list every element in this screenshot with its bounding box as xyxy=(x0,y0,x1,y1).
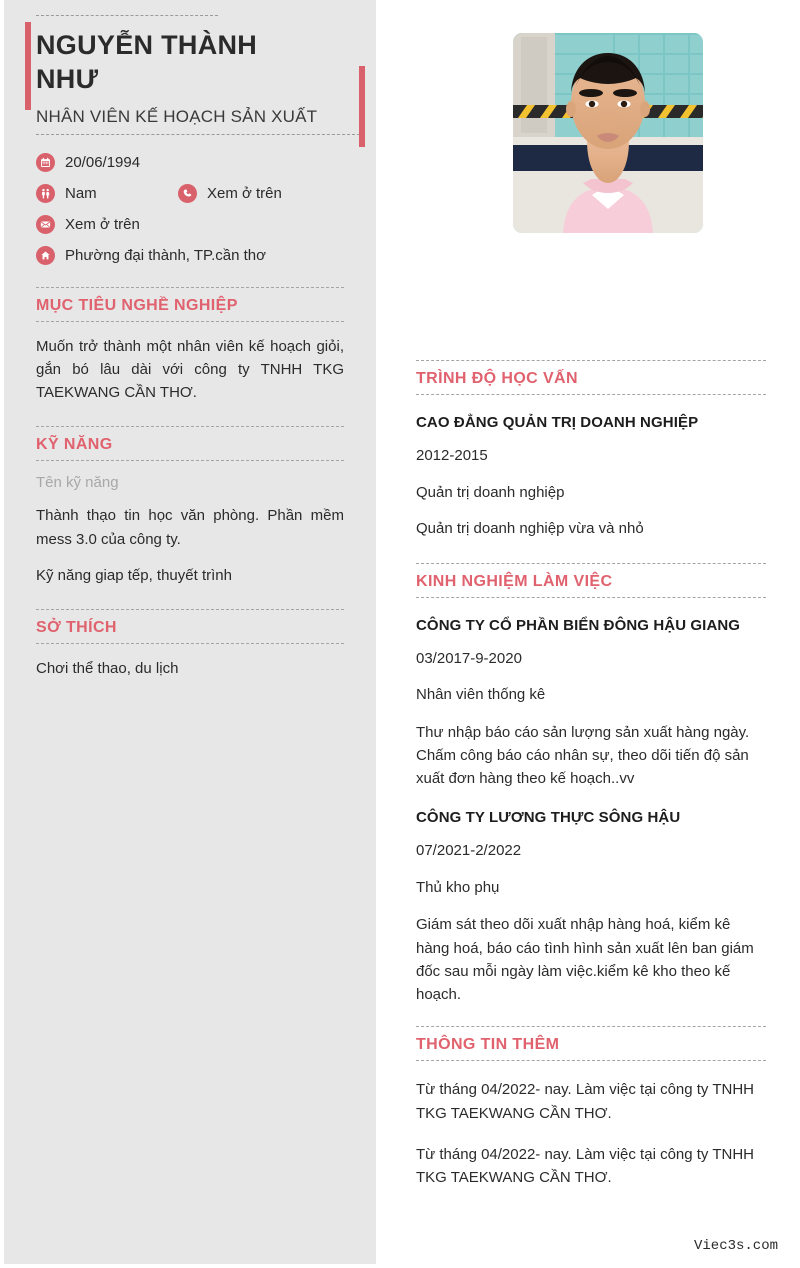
watermark: Viec3s.com xyxy=(693,1238,778,1254)
section-hobbies-header xyxy=(36,609,344,644)
contact-birthday xyxy=(36,153,140,172)
section-skills-heading: KỸ NĂNG xyxy=(36,436,113,454)
section-experience-heading: KINH NGHIỆM LÀM VIỆC xyxy=(416,572,613,590)
contact-list xyxy=(36,153,344,265)
section-hobbies-heading: SỞ THÍCH xyxy=(36,619,117,637)
accent-bar-right xyxy=(359,66,365,147)
section-experience-header xyxy=(416,563,766,598)
education-detail: Quản trị doanh nghiệp vừa và nhỏ xyxy=(416,520,644,537)
objective-text: Muốn trở thành một nhân viên kế hoạch giỏi, gắn bó lâu dài với công ty TNHH TKG TAEKWANG CẦN THƠ. xyxy=(36,337,344,402)
section-skills-header xyxy=(36,426,344,461)
accent-bar-left xyxy=(25,22,31,110)
experience-company: CÔNG TY LƯƠNG THỰC SÔNG HẬU xyxy=(416,809,681,827)
experience-position: Nhân viên thống kê xyxy=(416,686,546,703)
contact-address xyxy=(36,246,266,265)
section-education-header xyxy=(416,360,766,395)
education-entry xyxy=(416,414,766,541)
skill-item: Thành thạo tin học văn phòng. Phần mềm mess 3.0 của công ty. xyxy=(36,507,344,548)
page-title: NGUYỄN THÀNH NHƯ xyxy=(36,30,258,95)
experience-period: 07/2021-2/2022 xyxy=(416,842,522,860)
calendar-icon xyxy=(36,153,55,172)
contact-birthday-text: 20/06/1994 xyxy=(65,153,141,171)
contact-email xyxy=(36,215,140,234)
contact-row-address xyxy=(36,246,344,265)
contact-row-birthday xyxy=(36,153,344,172)
section-education-heading: TRÌNH ĐỘ HỌC VẤN xyxy=(416,370,578,387)
contact-row-gender-phone xyxy=(36,184,344,203)
email-icon xyxy=(36,215,55,234)
contact-email-text: Xem ở trên xyxy=(65,215,140,233)
contact-gender xyxy=(36,184,178,203)
sidebar xyxy=(4,0,376,1264)
home-icon xyxy=(36,246,55,265)
experience-position: Thủ kho phụ xyxy=(416,878,500,896)
hobbies-text: Chơi thể thao, du lịch xyxy=(36,660,179,678)
section-objective-heading: MỤC TIÊU NGHỀ NGHIỆP xyxy=(36,296,238,314)
education-title: CAO ĐẲNG QUẢN TRỊ DOANH NGHIỆP xyxy=(416,414,699,431)
education-field: Quản trị doanh nghiệp xyxy=(416,483,565,501)
skill-item: Kỹ năng giap tếp, thuyết trình xyxy=(36,566,232,584)
additional-item: Từ tháng 04/2022- nay. Làm việc tại công ty TNHH TKG TAEKWANG CẦN THƠ. xyxy=(416,1145,754,1186)
experience-description: Thư nhập báo cáo sản lượng sản xuất hàng ngày. Chấm công báo cáo nhân sự, theo dõi tiến độ sản xuất đơn hàng theo kế hoạch..vv xyxy=(416,723,750,787)
additional-item: Từ tháng 04/2022- nay. Làm việc tại công ty TNHH TKG TAEKWANG CẦN THƠ. xyxy=(416,1081,754,1122)
experience-description: Giám sát theo dõi xuất nhập hàng hoá, kiểm kê hàng hoá, báo cáo tình hình sản xuất lên ban giám đốc sau mỗi ngày làm việc.kiểm kê kho theo kế hoạch. xyxy=(416,916,754,1003)
contact-row-email xyxy=(36,215,344,234)
section-additional-heading: THÔNG TIN THÊM xyxy=(416,1036,560,1054)
contact-address-text: Phường đại thành, TP.cần thơ xyxy=(65,246,266,264)
skill-name-placeholder: Tên kỹ năng xyxy=(36,474,119,492)
contact-phone-text: Xem ở trên xyxy=(207,184,282,202)
education-period: 2012-2015 xyxy=(416,447,488,464)
phone-icon xyxy=(178,184,197,203)
section-objective-header xyxy=(36,287,344,322)
main-column xyxy=(416,0,766,1189)
gender-icon xyxy=(36,184,55,203)
experience-entry xyxy=(416,809,766,1006)
experience-period: 03/2017-9-2020 xyxy=(416,649,522,667)
experience-company: CÔNG TY CỔ PHẦN BIỂN ĐÔNG HẬU GIANG xyxy=(416,616,741,634)
section-additional-header xyxy=(416,1026,766,1061)
top-divider xyxy=(36,15,218,16)
job-role: NHÂN VIÊN KẾ HOẠCH SẢN XUẤT xyxy=(36,107,360,135)
contact-gender-text: Nam xyxy=(65,184,97,202)
experience-entry xyxy=(416,617,766,791)
contact-phone xyxy=(178,184,282,203)
